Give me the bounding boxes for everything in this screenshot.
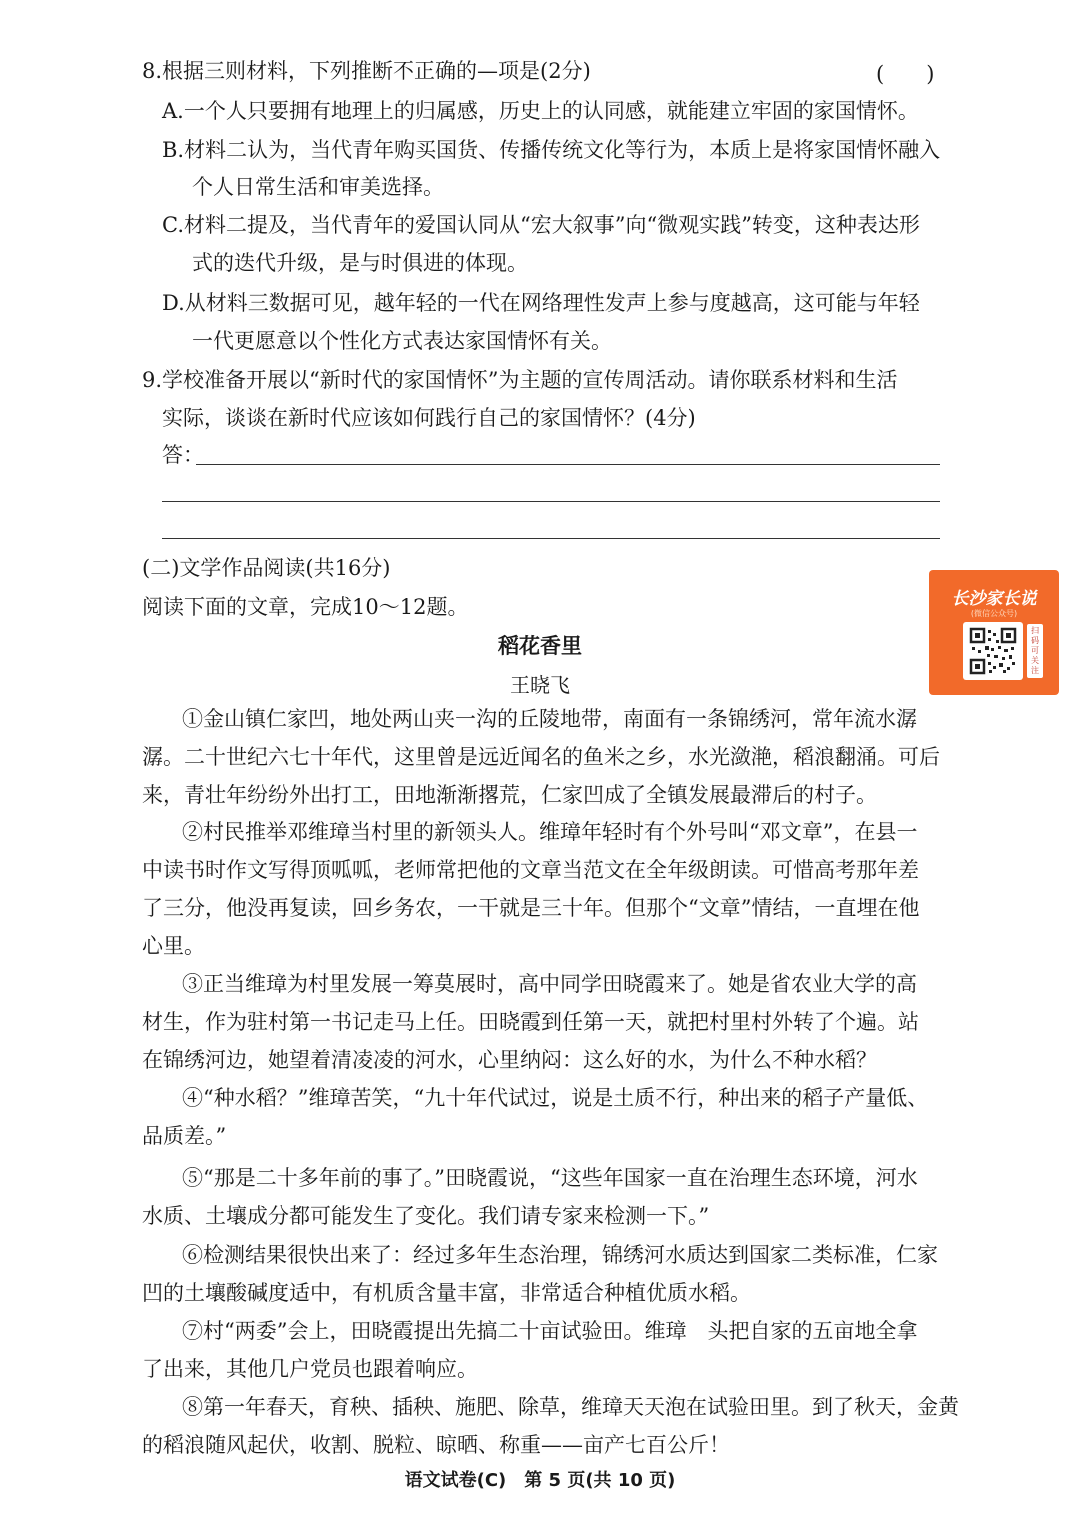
option-d-cont: 一代更愿意以个性化方式表达家国情怀有关。 [192, 329, 612, 353]
answer-line-1[interactable] [196, 464, 940, 465]
stamp-side-text: 扫码可关注 [1027, 624, 1043, 678]
stamp-title: 长沙家长说 [951, 589, 1037, 609]
para-6-line-2: 凹的土壤酸碱度适中，有机质含量丰富，非常适合种植优质水稻。 [142, 1281, 751, 1305]
answer-label: 答： [162, 443, 204, 467]
stamp-subtitle: (微信公众号) [970, 609, 1018, 618]
para-1-line-2: 潺。二十世纪六七十年代，这里曾是远近闻名的鱼米之乡，水光潋滟，稻浪翻涌。可后 [142, 745, 940, 769]
option-b-cont: 个人日常生活和审美选择。 [192, 175, 444, 199]
option-c-cont: 式的迭代升级，是与时俱进的体现。 [192, 251, 528, 275]
para-2-line-4: 心里。 [142, 934, 205, 958]
qr-code-icon [963, 622, 1023, 680]
option-b: B.材料二认为，当代青年购买国货、传播传统文化等行为，本质上是将家国情怀融入 [162, 138, 941, 162]
para-2-line-2: 中读书时作文写得顶呱呱，老师常把他的文章当范文在全年级朗读。可惜高考那年差 [142, 858, 919, 882]
wechat-qr-stamp [929, 570, 1059, 695]
section-heading: (二)文学作品阅读(共16分) [142, 556, 391, 580]
para-7-line-2: 了出来，其他几户党员也跟着响应。 [142, 1357, 478, 1381]
para-3-line-3: 在锦绣河边，她望着清凌凌的河水，心里纳闷：这么好的水，为什么不种水稻？ [142, 1048, 877, 1072]
qr-card [963, 622, 1023, 680]
para-4-line-2: 品质差。” [142, 1124, 227, 1148]
answer-line-2[interactable] [162, 501, 940, 502]
para-5-line-2: 水质、土壤成分都可能发生了变化。我们请专家来检测一下。” [142, 1204, 710, 1228]
para-1-line-3: 来，青壮年纷纷外出打工，田地渐渐撂荒，仁家凹成了全镇发展最滞后的村子。 [142, 783, 877, 807]
para-5-line-1: ⑤“那是二十多年前的事了。”田晓霞说，“这些年国家一直在治理生态环境，河水 [182, 1166, 918, 1190]
question-9-line2: 实际，谈谈在新时代应该如何践行自己的家国情怀？(4分) [162, 406, 696, 430]
question-9-line1: 9.学校准备开展以“新时代的家国情怀”为主题的宣传周活动。请你联系材料和生活 [142, 368, 898, 392]
para-4-line-1: ④“种水稻？”维璋苦笑，“九十年代试过，说是土质不行，种出来的稻子产量低、 [182, 1086, 929, 1110]
para-2-line-1: ②村民推举邓维璋当村里的新领头人。维璋年轻时有个外号叫“邓文章”，在县一 [182, 820, 918, 844]
para-3-line-2: 材生，作为驻村第一书记走马上任。田晓霞到任第一天，就把村里村外转了个遍。站 [142, 1010, 919, 1034]
para-8-line-1: ⑧第一年春天，育秧、插秧、施肥、除草，维璋天天泡在试验田里。到了秋天，金黄 [182, 1395, 959, 1419]
option-c: C.材料二提及，当代青年的爱国认同从“宏大叙事”向“微观实践”转变，这种表达形 [162, 213, 920, 237]
para-6-line-1: ⑥检测结果很快出来了：经过多年生态治理，锦绣河水质达到国家二类标准，仁家 [182, 1243, 938, 1267]
page-footer: 语文试卷(C) 第 5 页(共 10 页) [404, 1470, 676, 1491]
answer-line-3[interactable] [162, 538, 940, 539]
answer-bracket: ( ) [876, 62, 935, 86]
para-8-line-2: 的稻浪随风起伏，收割、脱粒、晾晒、称重——亩产七百公斤！ [142, 1433, 730, 1457]
option-a: A.一个人只要拥有地理上的归属感，历史上的认同感，就能建立牢固的家国情怀。 [162, 99, 919, 123]
article-author: 王晓飞 [510, 673, 570, 697]
option-d: D.从材料三数据可见，越年轻的一代在网络理性发声上参与度越高，这可能与年轻 [162, 291, 920, 315]
para-7-line-1: ⑦村“两委”会上，田晓霞提出先搞二十亩试验田。维璋 头把自家的五亩地全拿 [182, 1319, 918, 1343]
article-title: 稻花香里 [498, 634, 582, 658]
para-3-line-1: ③正当维璋为村里发展一筹莫展时，高中同学田晓霞来了。她是省农业大学的高 [182, 972, 917, 996]
para-1-line-1: ①金山镇仁家凹，地处两山夹一沟的丘陵地带，南面有一条锦绣河，常年流水潺 [182, 707, 917, 731]
para-2-line-3: 了三分，他没再复读，回乡务农，一干就是三十年。但那个“文章”情结，一直埋在他 [142, 896, 920, 920]
question-8-stem: 8.根据三则材料，下列推断不正确的—项是(2分) [142, 59, 591, 83]
section-instruction: 阅读下面的文章，完成10～12题。 [142, 595, 469, 619]
